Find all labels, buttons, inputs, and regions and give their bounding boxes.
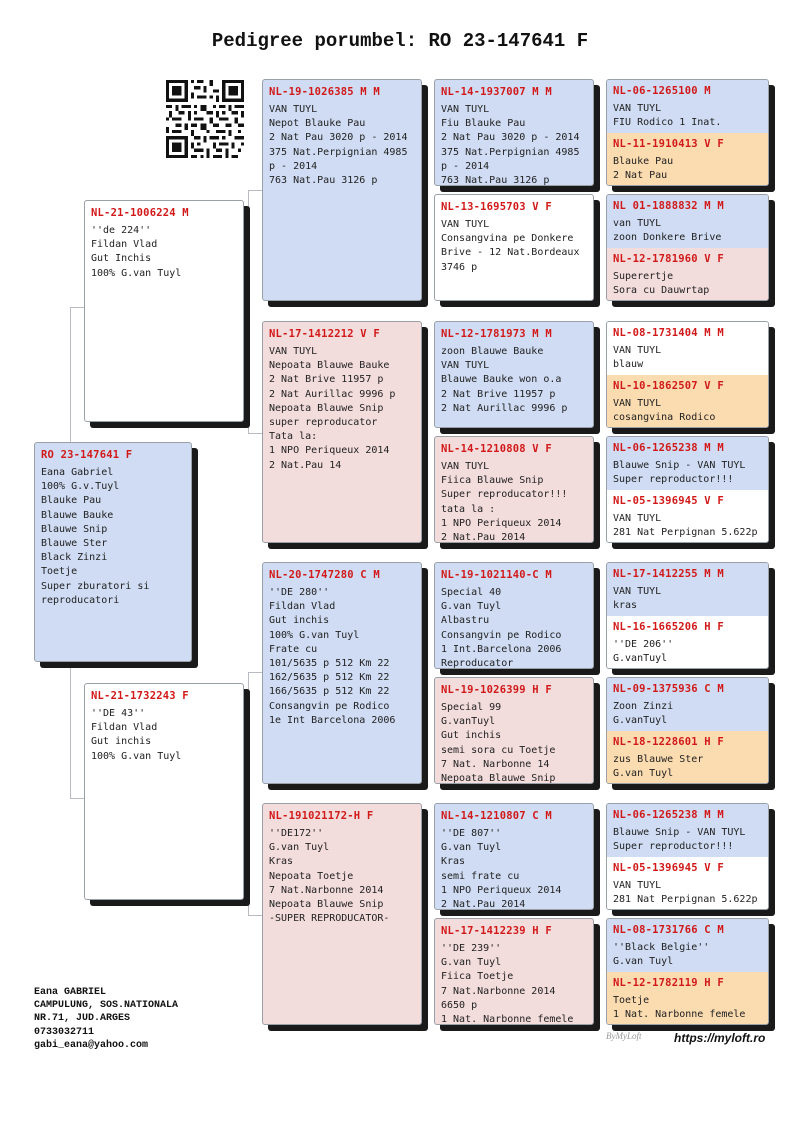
pigeon-lines bbox=[613, 397, 762, 425]
pigeon-lines bbox=[613, 585, 762, 613]
ring-number: NL-05-1396945 V F bbox=[613, 862, 724, 874]
text-line: Blauwe Bauke bbox=[41, 509, 114, 521]
text-line: 2 Nat Aurillac 9996 p bbox=[441, 402, 568, 414]
text-line: 1 NPO Periqueux 2014 bbox=[269, 445, 390, 457]
text-line: Nepot Blauke Pau bbox=[269, 118, 366, 130]
text-line: VAN TUYL bbox=[613, 880, 662, 891]
great-grandparent-card[interactable] bbox=[434, 79, 594, 186]
text-line: semi frate cu bbox=[441, 870, 520, 882]
text-line: Gut inchis bbox=[91, 736, 152, 748]
text-line: VAN TUYL bbox=[613, 398, 662, 409]
text-line: cosangvina Rodico bbox=[613, 412, 716, 424]
ring-number: NL-05-1396945 V F bbox=[613, 495, 724, 507]
gen4-card[interactable] bbox=[606, 803, 769, 910]
text-line: VAN TUYL bbox=[441, 219, 490, 230]
text-line: Gut inchis bbox=[269, 615, 330, 627]
pigeon-lines bbox=[613, 638, 762, 666]
ring-number: NL-17-1412255 M M bbox=[613, 568, 724, 580]
text-line: 1 NPO Periqueux 2014 bbox=[441, 517, 562, 529]
text-line: VAN TUYL bbox=[441, 461, 490, 472]
ring-number: NL-06-1265100 M bbox=[613, 85, 711, 97]
text-line: 2 Nat.Pau 14 bbox=[269, 459, 342, 471]
dam-lines bbox=[91, 707, 237, 764]
text-line: 2 Nat Pau 3020 p - 2014 bbox=[441, 132, 580, 144]
pigeon-lines bbox=[441, 218, 587, 275]
text-line: Special 40 bbox=[441, 587, 502, 598]
pigeon-lines bbox=[269, 827, 415, 926]
ring-number: NL-12-1781960 V F bbox=[613, 253, 724, 265]
text-line: semi sora cu Toetje bbox=[441, 744, 556, 756]
text-line: 166/5635 p 512 Km 22 bbox=[269, 686, 390, 698]
text-line: p - 2014 bbox=[441, 160, 490, 172]
text-line: 100% G.van Tuyl bbox=[269, 629, 360, 641]
pigeon-lines bbox=[613, 700, 762, 728]
ring-number: NL-06-1265238 M M bbox=[613, 442, 724, 454]
text-line: Kras bbox=[441, 856, 466, 868]
pigeon-lines bbox=[441, 827, 587, 910]
pigeon-lines bbox=[613, 217, 762, 245]
text-line: 2 Nat.Pau 2014 bbox=[441, 899, 526, 910]
text-line: 100% G.v.Tuyl bbox=[41, 481, 120, 493]
gen4-dam[interactable] bbox=[607, 133, 768, 186]
gen4-sire[interactable] bbox=[607, 563, 768, 616]
text-line: VAN TUYL bbox=[269, 104, 318, 115]
website-link[interactable]: https://myloft.ro bbox=[674, 1031, 766, 1045]
pigeon-lines bbox=[613, 753, 762, 781]
text-line: 7 Nat.Narbonne 2014 bbox=[441, 985, 556, 997]
text-line: NR.71, JUD.ARGES bbox=[34, 1013, 131, 1025]
pigeon-lines bbox=[613, 994, 762, 1022]
text-line: Consangvina pe Donkere bbox=[441, 233, 574, 245]
gen4-dam[interactable] bbox=[607, 972, 768, 1025]
subject-lines bbox=[41, 466, 185, 608]
signature: ByMyLoft bbox=[606, 1031, 642, 1041]
text-line: CAMPULUNG, SOS.NATIONALA bbox=[34, 1000, 179, 1012]
text-line: 763 Nat.Pau 3126 p bbox=[269, 175, 378, 187]
ring-number: NL-10-1862507 V F bbox=[613, 380, 724, 392]
text-line: VAN TUYL bbox=[441, 360, 490, 372]
gen4-dam[interactable] bbox=[607, 857, 768, 910]
text-line: Eana GABRIEL bbox=[34, 987, 107, 998]
text-line: 2 Nat Pau bbox=[613, 170, 668, 182]
text-line: Fildan Vlad bbox=[269, 601, 336, 613]
text-line: 1e Int Barcelona 2006 bbox=[269, 714, 396, 726]
text-line: 763 Nat.Pau 3126 p bbox=[441, 175, 550, 186]
pigeon-lines bbox=[269, 345, 415, 473]
text-line: Kras bbox=[269, 856, 294, 868]
gen4-dam[interactable] bbox=[607, 616, 768, 669]
ring-number: NL-11-1910413 V F bbox=[613, 138, 724, 150]
ring-number: NL-08-1731404 M M bbox=[613, 327, 724, 339]
text-line: 0733032711 bbox=[34, 1026, 95, 1038]
pigeon-lines bbox=[441, 103, 587, 186]
text-line: zoon Donkere Brive bbox=[613, 232, 722, 244]
text-line: Nepoata Blauwe Snip bbox=[269, 402, 384, 414]
text-line: 1 Nat. Narbonne femele bbox=[441, 1014, 574, 1025]
pigeon-lines bbox=[613, 155, 762, 183]
text-line: 162/5635 p 512 Km 22 bbox=[269, 672, 390, 684]
text-line: Nepoata Blauwe Snip bbox=[269, 899, 384, 911]
gen4-card[interactable] bbox=[606, 194, 769, 301]
pigeon-lines bbox=[441, 345, 587, 416]
gen4-card[interactable] bbox=[606, 562, 769, 669]
text-line: 375 Nat.Perpignian 4985 bbox=[269, 146, 408, 158]
text-line: 1 Nat. Narbonne femele bbox=[613, 1009, 746, 1021]
great-grandparent-card[interactable] bbox=[434, 803, 594, 910]
ring-number: NL-06-1265238 M M bbox=[613, 809, 724, 821]
text-line: G.vanTuyl bbox=[613, 653, 668, 665]
gen4-card[interactable] bbox=[606, 79, 769, 186]
pigeon-lines bbox=[269, 586, 415, 728]
text-line: G.van Tuyl bbox=[441, 957, 502, 969]
text-line: Consangvin pe Rodico bbox=[269, 700, 390, 712]
great-grandparent-card[interactable] bbox=[434, 677, 594, 784]
text-line: Blauwe Snip bbox=[41, 523, 108, 535]
text-line: Toetje bbox=[613, 995, 650, 1006]
text-line: 1 Int.Barcelona 2006 bbox=[441, 643, 562, 655]
text-line: Frate cu bbox=[269, 643, 318, 655]
text-line: Blauke Pau bbox=[613, 156, 674, 167]
text-line: reproducatori bbox=[41, 594, 120, 606]
text-line: ''DE 206'' bbox=[613, 639, 674, 650]
text-line: zus Blauwe Ster bbox=[613, 754, 704, 765]
text-line: Zoon Zinzi bbox=[613, 701, 674, 712]
text-line: ''de 224'' bbox=[91, 225, 152, 236]
text-line: Gut inchis bbox=[441, 730, 502, 742]
pigeon-lines bbox=[613, 102, 762, 130]
ring-number: RO 23-147641 F bbox=[41, 449, 133, 461]
gen4-card[interactable] bbox=[606, 436, 769, 543]
text-line: Super reproducator!!! bbox=[441, 489, 568, 501]
text-line: Nepoata Blauwe Bauke bbox=[269, 360, 390, 372]
text-line: 2 Nat Brive 11957 p bbox=[441, 388, 556, 400]
qr-code[interactable] bbox=[166, 80, 244, 158]
ring-number: NL-17-1412239 H F bbox=[441, 925, 552, 937]
text-line: Special 99 bbox=[441, 702, 502, 713]
text-line: 6650 p bbox=[441, 999, 478, 1011]
text-line: Black Zinzi bbox=[41, 552, 108, 564]
ring-number: NL-19-1021140-C M bbox=[441, 569, 552, 581]
text-line: Blauwe Snip - VAN TUYL bbox=[613, 460, 746, 471]
ring-number: NL-21-1732243 F bbox=[91, 690, 189, 702]
ring-number: NL-19-1026399 H F bbox=[441, 684, 552, 696]
text-line: tata la : bbox=[441, 503, 496, 515]
text-line: 7 Nat.Narbonne 2014 bbox=[269, 884, 384, 896]
pigeon-lines bbox=[441, 701, 587, 784]
text-line: Blauwe Ster bbox=[41, 538, 108, 550]
text-line: 101/5635 p 512 Km 22 bbox=[269, 658, 390, 670]
great-grandparent-card[interactable] bbox=[434, 562, 594, 669]
pigeon-lines bbox=[441, 942, 587, 1025]
great-grandparent-card[interactable] bbox=[434, 918, 594, 1025]
ring-number: NL-12-1781973 M M bbox=[441, 328, 552, 340]
gen4-dam[interactable] bbox=[607, 490, 768, 543]
text-line: super reproducator bbox=[269, 417, 378, 429]
gen4-sire[interactable] bbox=[607, 678, 768, 731]
ring-number: NL-13-1695703 V F bbox=[441, 201, 552, 213]
gen4-dam[interactable] bbox=[607, 731, 768, 784]
ring-number: NL-16-1665206 H F bbox=[613, 621, 724, 633]
text-line: G.van Tuyl bbox=[269, 842, 330, 854]
page-title: Pedigree porumbel: RO 23-147641 F bbox=[211, 30, 589, 52]
text-line: 100% G.van Tuyl bbox=[91, 267, 182, 279]
text-line: gabi_eana@yahoo.com bbox=[34, 1039, 149, 1051]
text-line: ''DE172'' bbox=[269, 828, 324, 839]
text-line: G.vanTuyl bbox=[613, 715, 668, 727]
pigeon-lines bbox=[441, 460, 587, 543]
text-line: G.van Tuyl bbox=[441, 842, 502, 854]
connector-sire bbox=[248, 190, 263, 434]
text-line: 2 Nat Pau 3020 p - 2014 bbox=[269, 132, 408, 144]
text-line: ''DE 43'' bbox=[91, 708, 146, 719]
ring-number: NL-09-1375936 C M bbox=[613, 683, 724, 695]
gen4-card[interactable] bbox=[606, 677, 769, 784]
pigeon-lines bbox=[613, 879, 762, 907]
pigeon-lines bbox=[613, 344, 762, 372]
ring-number: NL-19-1026385 M M bbox=[269, 86, 380, 98]
pigeon-lines bbox=[613, 459, 762, 487]
ring-number: NL-21-1006224 M bbox=[91, 207, 189, 219]
grandparent-card[interactable] bbox=[262, 321, 422, 543]
grandparent-card[interactable] bbox=[262, 803, 422, 1025]
text-line: 1 NPO Periqueux 2014 bbox=[441, 884, 562, 896]
text-line: Super reproductor!!! bbox=[613, 474, 734, 486]
text-line: Fildan Vlad bbox=[91, 239, 158, 251]
text-line: VAN TUYL bbox=[441, 104, 490, 115]
ring-number: NL-14-1937007 M M bbox=[441, 86, 552, 98]
gen4-sire[interactable] bbox=[607, 437, 768, 490]
text-line: VAN TUYL bbox=[613, 103, 662, 114]
gen4-sire[interactable] bbox=[607, 80, 768, 133]
text-line: -SUPER REPRODUCATOR- bbox=[269, 913, 390, 925]
text-line: 281 Nat Perpignan 5.622p bbox=[613, 527, 758, 539]
text-line: G.van Tuyl bbox=[441, 601, 502, 613]
gen4-sire[interactable] bbox=[607, 322, 768, 375]
text-line: Consangvin pe Rodico bbox=[441, 629, 562, 641]
text-line: 2 Nat Aurillac 9996 p bbox=[269, 388, 396, 400]
text-line: Superertje bbox=[613, 271, 674, 282]
pigeon-lines bbox=[613, 512, 762, 540]
pigeon-lines bbox=[613, 941, 762, 969]
gen4-sire[interactable] bbox=[607, 919, 768, 972]
text-line: Albastru bbox=[441, 615, 490, 627]
text-line: Toetje bbox=[41, 566, 78, 578]
text-line: van TUYL bbox=[613, 218, 662, 229]
connector-dam bbox=[248, 672, 263, 916]
great-grandparent-card[interactable] bbox=[434, 436, 594, 543]
text-line: p - 2014 bbox=[269, 160, 318, 172]
text-line: Brive - 12 Nat.Bordeaux bbox=[441, 247, 580, 259]
great-grandparent-card[interactable] bbox=[434, 321, 594, 428]
ring-number: NL-17-1412212 V F bbox=[269, 328, 380, 340]
pigeon-lines bbox=[613, 270, 762, 298]
text-line: Fiica Blauwe Snip bbox=[441, 475, 544, 487]
text-line: Tata la: bbox=[269, 431, 318, 443]
text-line: Sora cu Dauwrtap bbox=[613, 285, 710, 297]
ring-number: NL-18-1228601 H F bbox=[613, 736, 724, 748]
text-line: 7 Nat. Narbonne 14 bbox=[441, 758, 550, 770]
text-line: VAN TUYL bbox=[613, 345, 662, 356]
grandparent-card[interactable] bbox=[262, 79, 422, 301]
ring-number: NL 01-1888832 M M bbox=[613, 200, 724, 212]
text-line: G.van Tuyl bbox=[613, 956, 674, 968]
dam-card[interactable] bbox=[84, 683, 244, 900]
text-line: Reproducator bbox=[441, 658, 514, 669]
text-line: Fiica Toetje bbox=[441, 971, 514, 983]
ring-number: NL-191021172-H F bbox=[269, 810, 374, 822]
gen4-dam[interactable] bbox=[607, 375, 768, 428]
text-line: Blauwe Bauke won o.a bbox=[441, 374, 562, 386]
text-line: Blauke Pau bbox=[41, 495, 102, 507]
gen4-card[interactable] bbox=[606, 918, 769, 1025]
text-line: ''Black Belgie'' bbox=[613, 942, 710, 953]
text-line: Fildan Vlad bbox=[91, 722, 158, 734]
ring-number: NL-14-1210807 C M bbox=[441, 810, 552, 822]
text-line: 100% G.van Tuyl bbox=[91, 750, 182, 762]
text-line: FIU Rodico 1 Inat. bbox=[613, 117, 722, 129]
ring-number: NL-20-1747280 C M bbox=[269, 569, 380, 581]
gen4-dam[interactable] bbox=[607, 248, 768, 301]
text-line: blauw bbox=[613, 359, 644, 371]
text-line: 3746 p bbox=[441, 261, 478, 273]
text-line: kras bbox=[613, 600, 638, 612]
text-line: ''DE 280'' bbox=[269, 587, 330, 598]
grandparent-card[interactable] bbox=[262, 562, 422, 784]
text-line: 2 Nat.Pau 2014 bbox=[441, 532, 526, 543]
text-line: Gut Inchis bbox=[91, 253, 152, 265]
text-line: Eana Gabriel bbox=[41, 467, 114, 478]
text-line: 375 Nat.Perpignian 4985 bbox=[441, 146, 580, 158]
sire-lines bbox=[91, 224, 237, 281]
text-line: Super zburatori si bbox=[41, 580, 150, 592]
text-line: zoon Blauwe Bauke bbox=[441, 346, 544, 357]
ring-number: NL-12-1782119 H F bbox=[613, 977, 724, 989]
text-line: ''DE 239'' bbox=[441, 943, 502, 954]
owner-contact bbox=[34, 986, 178, 1052]
text-line: Super reproductor!!! bbox=[613, 841, 734, 853]
ring-number: NL-08-1731766 C M bbox=[613, 924, 724, 936]
gen4-sire[interactable] bbox=[607, 195, 768, 248]
gen4-card[interactable] bbox=[606, 321, 769, 428]
pigeon-lines bbox=[269, 103, 415, 188]
subject-card[interactable] bbox=[34, 442, 192, 662]
text-line: VAN TUYL bbox=[613, 513, 662, 524]
pigeon-lines bbox=[613, 826, 762, 854]
text-line: Fiu Blauke Pau bbox=[441, 118, 526, 130]
text-line: 2 Nat Brive 11957 p bbox=[269, 374, 384, 386]
text-line: Nepoata Toetje bbox=[269, 870, 354, 882]
text-line: ''DE 807'' bbox=[441, 828, 502, 839]
text-line: VAN TUYL bbox=[613, 586, 662, 597]
text-line: G.vanTuyl bbox=[441, 716, 496, 728]
text-line: Nepoata Blauwe Snip bbox=[441, 773, 556, 784]
ring-number: NL-14-1210808 V F bbox=[441, 443, 552, 455]
gen4-sire[interactable] bbox=[607, 804, 768, 857]
text-line: 281 Nat Perpignan 5.622p bbox=[613, 894, 758, 906]
pigeon-lines bbox=[441, 586, 587, 669]
text-line: Blauwe Snip - VAN TUYL bbox=[613, 827, 746, 838]
great-grandparent-card[interactable] bbox=[434, 194, 594, 301]
text-line: VAN TUYL bbox=[269, 346, 318, 357]
sire-card[interactable] bbox=[84, 200, 244, 422]
text-line: G.van Tuyl bbox=[613, 768, 674, 780]
